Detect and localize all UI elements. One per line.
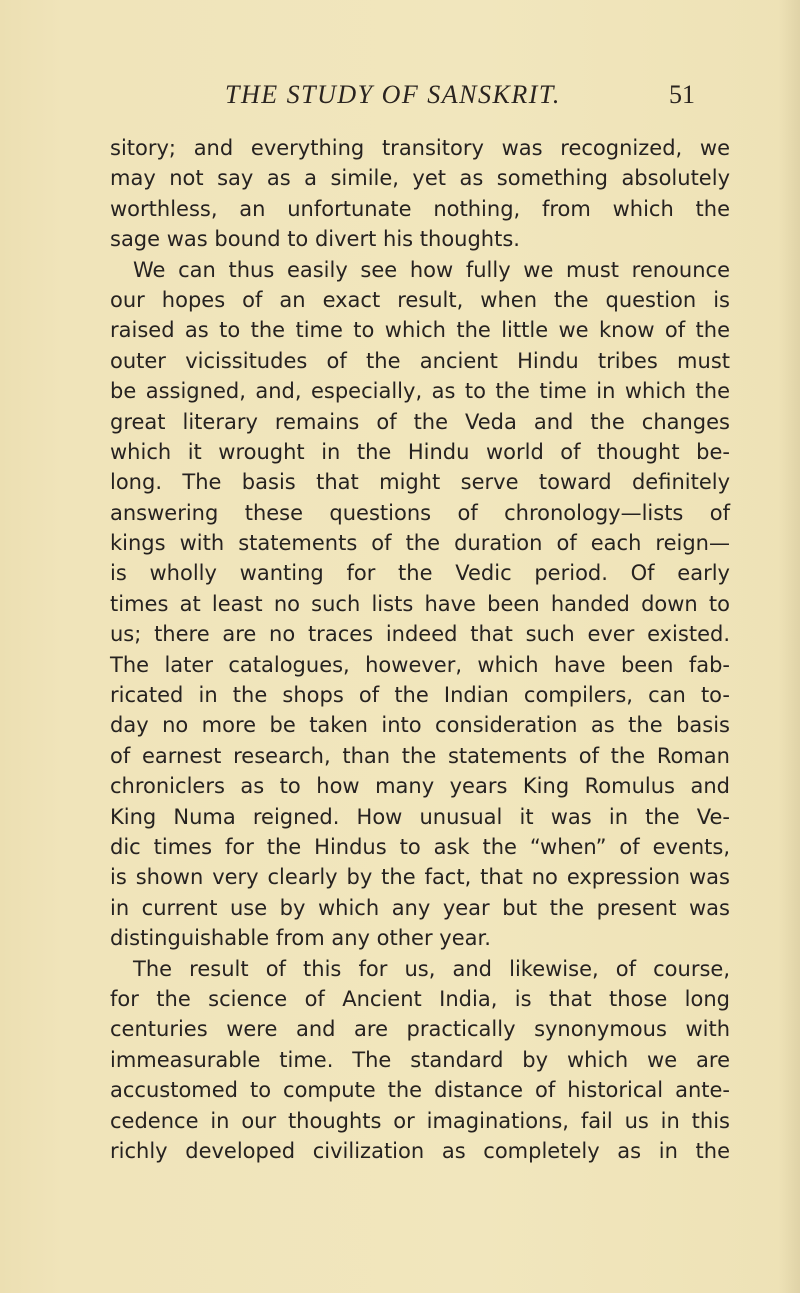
text-line: The later catalogues, however, which have been fab- <box>110 652 730 677</box>
text-line: raised as to the time to which the little we know of the <box>110 318 730 343</box>
text-line: kings with statements of the duration of each reign— <box>110 531 730 556</box>
text-line: We can thus easily see how fully we must renounce <box>133 257 730 282</box>
text-line: ricated in the shops of the Indian compilers, can to- <box>110 683 730 708</box>
text-line: is wholly wanting for the Vedic period. Of early <box>110 561 730 586</box>
page-edge-shadow <box>778 0 800 1293</box>
text-line: of earnest research, than the statements of the Roman <box>110 743 730 768</box>
text-line: outer vicissitudes of the ancient Hindu tribes must <box>110 348 730 373</box>
text-line: sitory; and everything transitory was recognized, we <box>110 136 730 160</box>
text-line: day no more be taken into consideration as the basis <box>110 713 730 738</box>
text-line: answering these questions of chronology—lists of <box>110 500 730 525</box>
body-text <box>110 133 730 1166</box>
text-line: our hopes of an exact result, when the question is <box>110 287 730 312</box>
text-line: distinguishable from any other year. <box>110 926 491 951</box>
text-line: for the science of Ancient India, is that those long <box>110 986 730 1011</box>
text-line: great literary remains of the Veda and the changes <box>110 409 730 434</box>
text-line: King Numa reigned. How unusual it was in the Ve- <box>110 804 730 829</box>
text-line: dic times for the Hindus to ask the “when” of events, <box>110 834 730 859</box>
text-line: times at least no such lists have been handed down to <box>110 591 730 616</box>
text-line: accustomed to compute the distance of historical ante- <box>110 1078 730 1103</box>
text-line: long. The basis that might serve toward definitely <box>110 470 730 495</box>
running-head <box>225 80 695 114</box>
text-line: The result of this for us, and likewise, of course, <box>133 956 730 981</box>
text-line: in current use by which any year but the present was <box>110 895 730 920</box>
text-line: sage was bound to divert his thoughts. <box>110 227 520 252</box>
text-line: worthless, an unfortunate nothing, from which the <box>110 196 730 221</box>
text-line: centuries were and are practically synonymous with <box>110 1017 730 1042</box>
text-line: may not say as a simile, yet as something absolutely <box>110 166 730 191</box>
text-line: is shown very clearly by the fact, that no expression was <box>110 865 730 890</box>
text-line: chroniclers as to how many years King Romulus and <box>110 774 730 799</box>
text-line: immeasurable time. The standard by which we are <box>110 1047 730 1072</box>
text-line: richly developed civilization as completely as in the <box>110 1138 730 1163</box>
page-number: 51 <box>669 80 695 109</box>
text-line: which it wrought in the Hindu world of thought be- <box>110 439 730 464</box>
text-line: be assigned, and, especially, as to the time in which the <box>110 379 730 404</box>
running-title: THE STUDY OF SANSKRIT. <box>225 80 561 109</box>
text-line: us; there are no traces indeed that such ever existed. <box>110 622 730 647</box>
text-line: cedence in our thoughts or imaginations, fail us in this <box>110 1108 730 1133</box>
